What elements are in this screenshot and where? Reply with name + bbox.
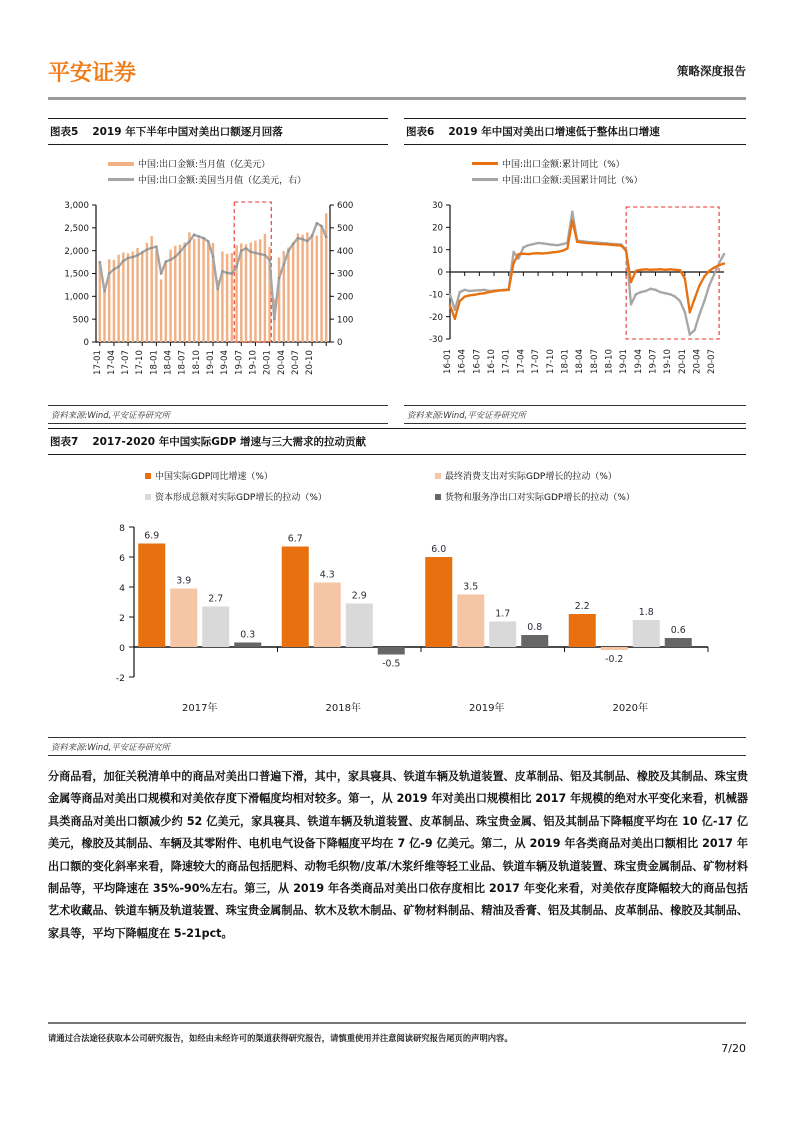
svg-text:2,500: 2,500	[64, 224, 89, 235]
figure-6-title: 2019 年中国对美出口增速低于整体出口增速	[448, 126, 660, 138]
highlight-box	[626, 207, 719, 339]
svg-text:18-04: 18-04	[163, 350, 174, 375]
bar	[457, 595, 484, 648]
bar	[601, 647, 628, 650]
svg-text:6.9: 6.9	[144, 530, 160, 542]
svg-text:20-07: 20-07	[290, 350, 301, 375]
bar	[193, 239, 195, 342]
figure-5-plot	[48, 197, 388, 402]
bar	[122, 252, 124, 342]
figure-5-caption	[48, 119, 388, 145]
legend-swatch	[435, 473, 441, 479]
figure-5	[48, 118, 388, 424]
svg-text:17-01: 17-01	[92, 350, 103, 375]
legend-item	[472, 157, 643, 170]
bar	[160, 279, 162, 342]
svg-text:20-01: 20-01	[262, 350, 273, 375]
svg-text:19-01: 19-01	[206, 350, 216, 375]
svg-text:1,500: 1,500	[64, 269, 89, 280]
svg-text:3.9: 3.9	[176, 575, 192, 587]
svg-text:18-10: 18-10	[604, 349, 615, 374]
svg-text:100: 100	[337, 315, 354, 326]
svg-text:17-04: 17-04	[516, 349, 527, 374]
bar	[138, 544, 165, 648]
bar	[665, 638, 692, 647]
svg-text:8: 8	[119, 522, 125, 534]
bar	[226, 254, 228, 342]
svg-text:16-04: 16-04	[457, 349, 468, 374]
bar	[198, 238, 200, 342]
svg-text:2018年: 2018年	[325, 703, 361, 714]
legend-label: 最终消费支出对实际GDP增长的拉动（%）	[445, 472, 617, 482]
bar	[306, 232, 308, 342]
legend-item	[145, 490, 435, 503]
legend-item	[472, 173, 643, 186]
figure-6-source: 资料来源:Wind,平安证券研究所	[404, 405, 746, 424]
figure-7-legend	[145, 469, 725, 503]
legend-swatch	[145, 473, 151, 479]
svg-text:17-04: 17-04	[106, 350, 117, 375]
bar	[282, 547, 309, 648]
bar	[169, 250, 171, 342]
bar	[301, 235, 303, 342]
svg-text:4: 4	[119, 582, 125, 594]
bar	[127, 253, 129, 342]
svg-text:2020年: 2020年	[612, 703, 648, 714]
legend-label: 中国:出口金额:累计同比（%）	[502, 160, 625, 170]
bar	[136, 248, 138, 342]
bar	[155, 250, 157, 342]
bar	[346, 604, 373, 648]
svg-text:0: 0	[119, 642, 125, 654]
svg-text:3.5: 3.5	[463, 581, 479, 593]
legend-swatch-line	[108, 178, 134, 181]
company-logo: 平安证券	[48, 60, 137, 86]
bar	[221, 252, 223, 342]
bar	[311, 234, 313, 342]
svg-text:2.9: 2.9	[351, 590, 367, 602]
svg-text:-30: -30	[428, 335, 443, 346]
bar	[292, 245, 294, 342]
legend-item	[145, 469, 435, 482]
figure-6	[404, 118, 746, 424]
svg-text:600: 600	[337, 201, 354, 212]
figure-6-caption	[404, 119, 746, 145]
svg-text:0.3: 0.3	[240, 629, 256, 641]
svg-text:0.6: 0.6	[670, 625, 686, 636]
page-footer	[48, 1032, 746, 1055]
legend-item	[108, 173, 306, 186]
svg-text:2.2: 2.2	[574, 601, 590, 612]
legend-label: 货物和服务净出口对实际GDP增长的拉动（%）	[445, 493, 635, 503]
svg-text:2: 2	[119, 612, 125, 624]
bar	[174, 246, 176, 342]
bar	[245, 244, 247, 342]
figure-7-plot	[48, 517, 746, 727]
figure-5-number: 图表5	[50, 126, 79, 138]
bar	[234, 643, 261, 648]
figure-7-source: 资料来源:Wind,平安证券研究所	[48, 737, 746, 756]
bar	[278, 258, 280, 342]
bar	[378, 647, 405, 655]
svg-text:2,000: 2,000	[64, 246, 89, 257]
svg-text:20-01: 20-01	[677, 349, 688, 374]
bar	[320, 226, 322, 342]
footer-disclaimer: 请通过合法途径获取本公司研究报告，如经由未经许可的渠道获得研究报告，请慎重使用并注意阅读研究报告尾页的声明内容。	[48, 1033, 513, 1043]
bar	[207, 243, 209, 342]
svg-text:1,000: 1,000	[64, 292, 89, 303]
svg-text:18-10: 18-10	[191, 350, 202, 375]
bar	[297, 233, 299, 342]
bar	[264, 234, 266, 342]
legend-swatch-line	[472, 178, 498, 181]
legend-label: 中国:出口金额:美国当月值（亿美元，右）	[138, 176, 307, 186]
bar	[150, 236, 152, 342]
svg-text:-0.2: -0.2	[605, 654, 624, 665]
bar	[188, 232, 190, 342]
svg-text:0.8: 0.8	[527, 622, 543, 633]
svg-text:20-04: 20-04	[692, 349, 703, 374]
bar	[316, 236, 318, 342]
page-number: 7/20	[721, 1042, 746, 1055]
legend-item	[108, 157, 306, 170]
bar	[202, 607, 229, 648]
svg-text:20: 20	[432, 223, 443, 234]
svg-text:2017年: 2017年	[182, 703, 218, 714]
figure-5-body	[48, 145, 388, 405]
figure-6-plot	[404, 197, 746, 402]
body-paragraph: 分商品看，加征关税清单中的商品对美出口普遍下滑，其中，家具寝具、铁道车辆及轨道装置、皮革制品、铝及其制品、橡胶及其制品、珠宝贵金属等商品对美出口规模和对美依存度下滑幅度均相对较多。第一，从 2019 年对美出口规模相比 2017 年规模的绝对水平变化来看，机械器具类商品对美出口额减少约 52 亿美元，家具寝具、铁道车辆及轨道装置、皮革制品、珠宝贵金属、铝及其制品下降幅度平均在 10 亿-17 亿美元，橡胶及其制品、车辆及其零附件、电机电气设备下降幅度平均在 7 亿-9 亿美元。第二，从 2019 年各类商品对美出口额相比 2017 年出口额的变化斜率来看，降速较大的商品包括肥料、动物毛织物/皮革/木浆纤维等轻工业品、铁道车辆及轨道装置、珠宝贵金属制品、矿物材料制品等，平均降速在 35%-90%左右。第三，从 2019 年各类商品对美出口依存度相比 2017 年变化来看，对美依存度降幅较大的商品包括艺术收藏品、铁道车辆及轨道装置、珠宝贵金属制品、软木及软木制品、矿物材料制品、精油及香膏、铝及其制品、皮革制品、橡胶及其制品、家具等，平均下降幅度在 5-21pct。	[48, 770, 748, 940]
bar	[569, 614, 596, 647]
bar	[132, 252, 134, 342]
svg-text:4.3: 4.3	[319, 569, 335, 581]
svg-text:300: 300	[337, 269, 354, 280]
figure-6-body	[404, 145, 746, 405]
svg-text:19-10: 19-10	[248, 350, 259, 375]
svg-text:6.0: 6.0	[431, 544, 447, 555]
bar	[103, 287, 105, 342]
svg-text:-2: -2	[115, 672, 125, 684]
svg-text:19-07: 19-07	[234, 350, 245, 375]
figure-7-title: 2017-2020 年中国实际GDP 增速与三大需求的拉动贡献	[92, 436, 366, 448]
bar	[521, 635, 548, 647]
svg-text:17-10: 17-10	[135, 350, 146, 375]
figure-6-legend	[472, 157, 643, 186]
bar	[183, 242, 185, 342]
figure-6-number: 图表6	[406, 126, 435, 138]
svg-text:19-04: 19-04	[220, 350, 231, 375]
svg-text:400: 400	[337, 246, 354, 257]
svg-text:500: 500	[72, 315, 89, 326]
svg-text:17-07: 17-07	[531, 349, 542, 374]
svg-text:6: 6	[119, 552, 125, 564]
svg-text:1.8: 1.8	[638, 607, 654, 618]
bar	[231, 253, 233, 342]
figure-5-source: 资料来源:Wind,平安证券研究所	[48, 405, 388, 424]
bar	[314, 583, 341, 648]
bar	[141, 252, 143, 342]
svg-text:19-07: 19-07	[648, 349, 659, 374]
svg-text:3,000: 3,000	[64, 201, 89, 212]
legend-label: 资本形成总额对实际GDP增长的拉动（%）	[155, 493, 327, 503]
svg-text:0: 0	[337, 338, 343, 349]
svg-text:17-07: 17-07	[121, 350, 132, 375]
legend-label: 中国:出口金额:当月值（亿美元）	[138, 160, 271, 170]
bar	[240, 243, 242, 342]
svg-text:20-10: 20-10	[305, 350, 316, 375]
figure-5-legend	[108, 157, 306, 186]
bar	[170, 589, 197, 648]
svg-text:10: 10	[432, 245, 443, 256]
svg-text:2019年: 2019年	[469, 703, 505, 714]
svg-text:0: 0	[83, 338, 89, 349]
svg-text:6.7: 6.7	[287, 533, 303, 545]
svg-text:16-10: 16-10	[487, 349, 498, 374]
legend-swatch-line	[472, 162, 498, 165]
bar	[113, 260, 115, 342]
line-series	[450, 221, 724, 319]
svg-text:20-07: 20-07	[707, 349, 718, 374]
svg-text:18-07: 18-07	[177, 350, 188, 375]
svg-text:200: 200	[337, 292, 354, 303]
svg-text:16-07: 16-07	[472, 349, 483, 374]
bar	[179, 245, 181, 342]
legend-item	[435, 469, 725, 482]
svg-text:18-07: 18-07	[589, 349, 600, 374]
svg-text:0: 0	[437, 268, 443, 279]
svg-text:-20: -20	[428, 312, 443, 323]
svg-text:30: 30	[432, 201, 443, 212]
legend-swatch-bar	[108, 162, 134, 166]
svg-text:2.7: 2.7	[208, 593, 224, 605]
bar	[425, 557, 452, 647]
figure-7-body	[48, 455, 746, 737]
svg-text:16-01: 16-01	[443, 349, 453, 374]
legend-item	[435, 490, 725, 503]
svg-text:19-10: 19-10	[663, 349, 674, 374]
legend-swatch	[435, 494, 441, 500]
svg-text:-0.5: -0.5	[382, 658, 401, 670]
page-header	[48, 48, 746, 94]
report-type-label: 策略深度报告	[677, 64, 746, 78]
bar	[165, 261, 167, 342]
figure-7-number: 图表7	[50, 436, 79, 448]
legend-label: 中国实际GDP同比增速（%）	[155, 472, 273, 482]
bar	[250, 242, 252, 342]
svg-text:17-10: 17-10	[545, 349, 556, 374]
bar	[633, 620, 660, 647]
bar	[287, 247, 289, 342]
svg-text:18-01: 18-01	[149, 350, 160, 375]
bar	[489, 622, 516, 648]
svg-text:19-01: 19-01	[619, 349, 630, 374]
figure-5-title: 2019 年下半年中国对美出口额逐月回落	[92, 126, 283, 138]
svg-text:17-01: 17-01	[501, 349, 512, 374]
svg-text:500: 500	[337, 224, 354, 235]
svg-text:19-04: 19-04	[633, 349, 644, 374]
svg-text:18-04: 18-04	[575, 349, 586, 374]
legend-label: 中国:出口金额:美国累计同比（%）	[502, 176, 643, 186]
legend-swatch	[145, 494, 151, 500]
bar	[146, 243, 148, 342]
svg-text:1.7: 1.7	[495, 608, 511, 620]
svg-text:18-01: 18-01	[560, 349, 571, 374]
svg-text:-10: -10	[428, 290, 443, 301]
footer-divider	[48, 1022, 746, 1024]
bar	[202, 238, 204, 342]
figure-7	[48, 428, 746, 756]
header-divider	[48, 97, 746, 100]
bar	[254, 241, 256, 342]
figure-7-caption	[48, 429, 746, 455]
svg-text:20-04: 20-04	[276, 350, 287, 375]
